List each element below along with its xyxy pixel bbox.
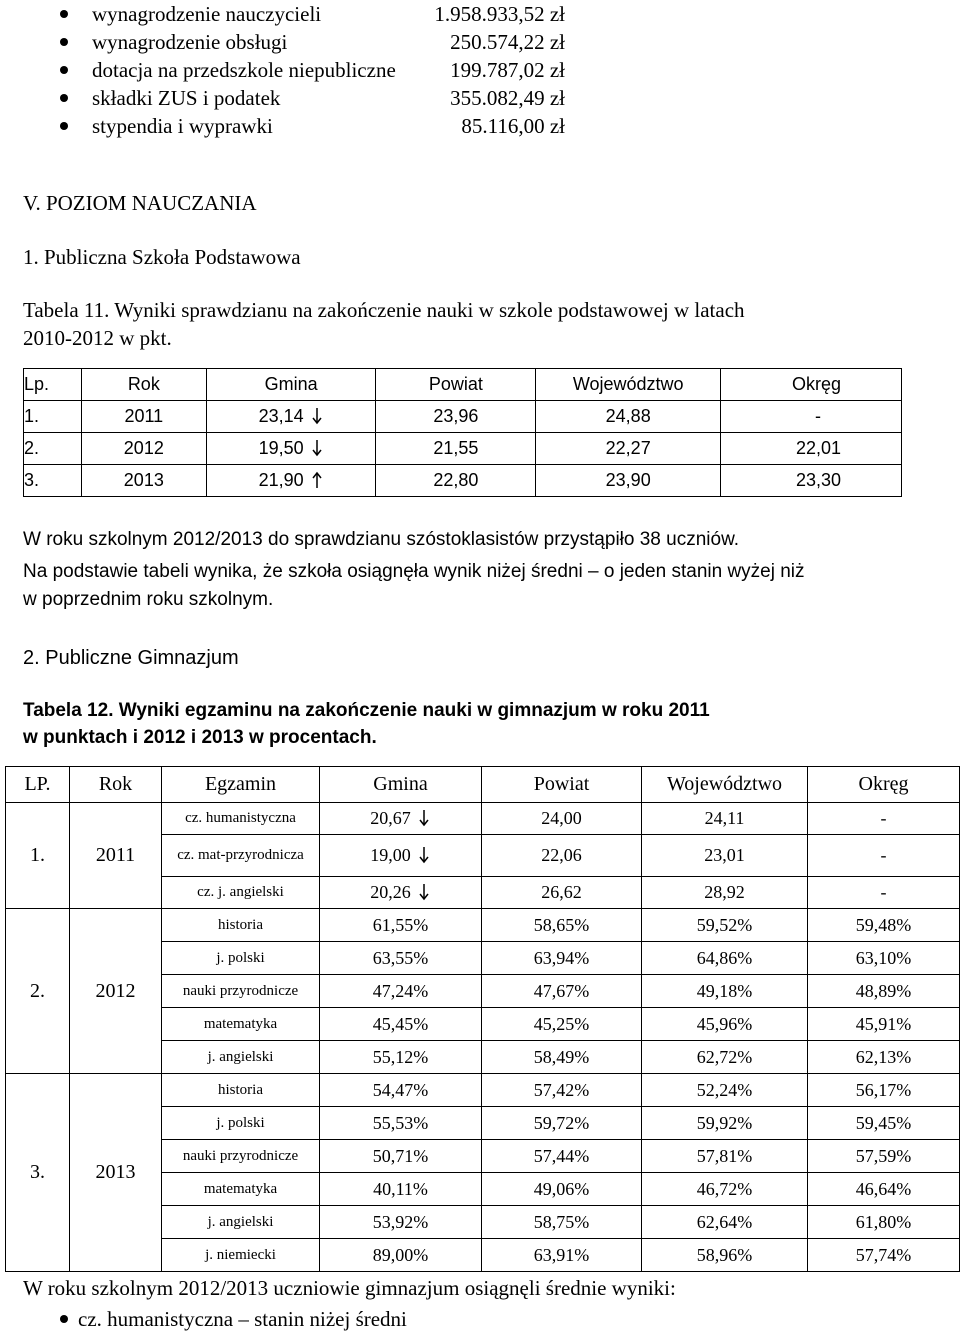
cell-gmina: 53,92%	[320, 1206, 482, 1239]
list-item	[60, 84, 565, 112]
cell-exam: cz. j. angielski	[162, 877, 320, 909]
arrow-down-icon	[310, 439, 324, 457]
cell-lp: 1.	[24, 401, 82, 433]
cell-powiat: 49,06%	[482, 1173, 642, 1206]
cell-gmina: 47,24%	[320, 975, 482, 1008]
header-cell: LP.	[6, 767, 70, 803]
table-row	[6, 1074, 960, 1107]
expense-label: wynagrodzenie obsługi	[92, 30, 288, 54]
cell-powiat: 21,55	[376, 433, 536, 465]
cell-okreg: 57,74%	[808, 1239, 960, 1272]
cell-powiat: 58,75%	[482, 1206, 642, 1239]
expense-amount: 199.787,02 zł	[450, 58, 565, 82]
header-cell: Rok	[81, 369, 206, 401]
cell-woj: 24,11	[642, 803, 808, 835]
header-cell: Okręg	[721, 369, 902, 401]
cell-woj: 59,52%	[642, 909, 808, 942]
cell-woj: 52,24%	[642, 1074, 808, 1107]
bullet-icon	[60, 94, 68, 102]
cell-woj: 59,92%	[642, 1107, 808, 1140]
cell-powiat: 63,91%	[482, 1239, 642, 1272]
results-table-12	[5, 766, 960, 1272]
cell-powiat: 24,00	[482, 803, 642, 835]
cell-gmina	[320, 877, 482, 909]
cell-gmina	[206, 465, 376, 497]
bullet-icon	[60, 66, 68, 74]
cell-woj: 22,27	[536, 433, 721, 465]
list-item	[60, 28, 565, 56]
cell-okreg: 59,45%	[808, 1107, 960, 1140]
cell-powiat: 47,67%	[482, 975, 642, 1008]
cell-gmina: 50,71%	[320, 1140, 482, 1173]
cell-woj: 23,90	[536, 465, 721, 497]
subsection-title: 1. Publiczna Szkoła Podstawowa	[23, 245, 301, 269]
cell-okreg: 48,89%	[808, 975, 960, 1008]
cell-powiat: 26,62	[482, 877, 642, 909]
gmina-value: 21,90	[258, 470, 304, 490]
cell-rok: 2011	[70, 803, 162, 909]
cell-okreg: 23,30	[721, 465, 902, 497]
bullet-icon	[60, 1315, 68, 1323]
cell-gmina	[206, 433, 376, 465]
arrow-down-icon	[417, 846, 431, 864]
cell-exam: historia	[162, 1074, 320, 1107]
cell-powiat: 45,25%	[482, 1008, 642, 1041]
cell-woj: 62,72%	[642, 1041, 808, 1074]
header-cell: Lp.	[24, 369, 82, 401]
gmina-value: 19,00	[370, 845, 411, 865]
table-row	[6, 803, 960, 835]
cell-okreg: 63,10%	[808, 942, 960, 975]
cell-okreg: 22,01	[721, 433, 902, 465]
cell-lp: 3.	[6, 1074, 70, 1272]
cell-gmina: 40,11%	[320, 1173, 482, 1206]
arrow-down-icon	[417, 809, 431, 827]
expense-amount: 1.958.933,52 zł	[434, 2, 565, 26]
bullet-icon	[60, 10, 68, 18]
header-cell: Okręg	[808, 767, 960, 803]
expense-amount: 85.116,00 zł	[461, 114, 565, 138]
cell-powiat: 57,44%	[482, 1140, 642, 1173]
cell-woj: 45,96%	[642, 1008, 808, 1041]
cell-powiat: 58,49%	[482, 1041, 642, 1074]
cell-exam: matematyka	[162, 1173, 320, 1206]
cell-powiat: 63,94%	[482, 942, 642, 975]
list-item	[60, 0, 565, 28]
cell-exam: j. niemiecki	[162, 1239, 320, 1272]
gmina-value: 20,67	[370, 808, 411, 828]
arrow-down-icon	[417, 883, 431, 901]
cell-gmina: 45,45%	[320, 1008, 482, 1041]
gmina-value: 20,26	[370, 882, 411, 902]
list-item	[60, 112, 565, 140]
cell-gmina: 89,00%	[320, 1239, 482, 1272]
cell-okreg: 56,17%	[808, 1074, 960, 1107]
cell-okreg: -	[808, 877, 960, 909]
cell-exam: j. angielski	[162, 1041, 320, 1074]
expense-label: stypendia i wyprawki	[92, 114, 273, 138]
header-cell: Powiat	[482, 767, 642, 803]
cell-lp: 3.	[24, 465, 82, 497]
cell-exam: j. polski	[162, 942, 320, 975]
table-row	[24, 401, 902, 433]
cell-okreg: -	[808, 835, 960, 877]
cell-exam: cz. humanistyczna	[162, 803, 320, 835]
cell-powiat: 57,42%	[482, 1074, 642, 1107]
header-cell: Gmina	[206, 369, 376, 401]
table-caption: Tabela 12. Wyniki egzaminu na zakończenie nauki w gimnazjum w roku 2011	[23, 700, 710, 721]
results-table-11	[23, 368, 902, 497]
cell-exam: nauki przyrodnicze	[162, 975, 320, 1008]
cell-woj: 64,86%	[642, 942, 808, 975]
cell-okreg: 62,13%	[808, 1041, 960, 1074]
arrow-down-icon	[310, 407, 324, 425]
cell-woj: 57,81%	[642, 1140, 808, 1173]
cell-gmina: 55,53%	[320, 1107, 482, 1140]
cell-okreg: 59,48%	[808, 909, 960, 942]
header-cell: Egzamin	[162, 767, 320, 803]
cell-exam: j. angielski	[162, 1206, 320, 1239]
cell-powiat: 22,80	[376, 465, 536, 497]
cell-gmina: 61,55%	[320, 909, 482, 942]
table-caption: Tabela 11. Wyniki sprawdzianu na zakończenie nauki w szkole podstawowej w latach	[23, 298, 745, 322]
table-row	[24, 465, 902, 497]
subsection-title: 2. Publiczne Gimnazjum	[23, 647, 239, 669]
list-item	[60, 1305, 480, 1333]
table-caption-cont: 2010-2012 w pkt.	[23, 326, 172, 350]
closing-paragraph: W roku szkolnym 2012/2013 uczniowie gimnazjum osiągnęli średnie wyniki:	[23, 1276, 676, 1300]
table-header-row	[24, 369, 902, 401]
cell-lp: 1.	[6, 803, 70, 909]
list-item	[60, 56, 565, 84]
table-caption-cont: w punktach i 2012 i 2013 w procentach.	[23, 727, 377, 748]
cell-gmina: 55,12%	[320, 1041, 482, 1074]
cell-woj: 24,88	[536, 401, 721, 433]
cell-exam: j. polski	[162, 1107, 320, 1140]
cell-rok: 2012	[81, 433, 206, 465]
table-header-row	[6, 767, 960, 803]
cell-gmina	[320, 803, 482, 835]
cell-powiat: 23,96	[376, 401, 536, 433]
cell-okreg: -	[808, 803, 960, 835]
cell-gmina: 63,55%	[320, 942, 482, 975]
cell-powiat: 59,72%	[482, 1107, 642, 1140]
table-row	[6, 909, 960, 942]
cell-rok: 2013	[70, 1074, 162, 1272]
table-row	[24, 433, 902, 465]
cell-exam: cz. mat-przyrodnicza	[162, 835, 320, 877]
paragraph-cont: w poprzednim roku szkolnym.	[23, 589, 274, 610]
header-cell: Rok	[70, 767, 162, 803]
cell-okreg: 46,64%	[808, 1173, 960, 1206]
cell-exam: historia	[162, 909, 320, 942]
cell-gmina	[206, 401, 376, 433]
closing-bullet-text: cz. humanistyczna – stanin niżej średni	[78, 1307, 407, 1331]
cell-powiat: 58,65%	[482, 909, 642, 942]
cell-powiat: 22,06	[482, 835, 642, 877]
cell-okreg: 45,91%	[808, 1008, 960, 1041]
cell-lp: 2.	[6, 909, 70, 1074]
cell-rok: 2013	[81, 465, 206, 497]
expense-amount: 355.082,49 zł	[450, 86, 565, 110]
cell-rok: 2012	[70, 909, 162, 1074]
cell-exam: matematyka	[162, 1008, 320, 1041]
header-cell: Województwo	[536, 369, 721, 401]
cell-woj: 46,72%	[642, 1173, 808, 1206]
gmina-value: 19,50	[258, 438, 304, 458]
cell-okreg: -	[721, 401, 902, 433]
cell-rok: 2011	[81, 401, 206, 433]
cell-woj: 58,96%	[642, 1239, 808, 1272]
cell-woj: 49,18%	[642, 975, 808, 1008]
header-cell: Powiat	[376, 369, 536, 401]
cell-woj: 28,92	[642, 877, 808, 909]
header-cell: Województwo	[642, 767, 808, 803]
cell-okreg: 57,59%	[808, 1140, 960, 1173]
header-cell: Gmina	[320, 767, 482, 803]
expense-label: wynagrodzenie nauczycieli	[92, 2, 322, 26]
expense-amount: 250.574,22 zł	[450, 30, 565, 54]
paragraph: Na podstawie tabeli wynika, że szkoła osiągnęła wynik niżej średni – o jeden stanin wyżej niż	[23, 561, 805, 582]
cell-exam: nauki przyrodnicze	[162, 1140, 320, 1173]
bullet-icon	[60, 38, 68, 46]
arrow-up-icon	[310, 471, 324, 489]
bullet-icon	[60, 122, 68, 130]
gmina-value: 23,14	[258, 406, 304, 426]
expense-label: dotacja na przedszkole niepubliczne	[92, 58, 396, 82]
cell-woj: 23,01	[642, 835, 808, 877]
cell-lp: 2.	[24, 433, 82, 465]
cell-gmina: 54,47%	[320, 1074, 482, 1107]
paragraph: W roku szkolnym 2012/2013 do sprawdzianu szóstoklasistów przystąpiło 38 uczniów.	[23, 529, 740, 550]
expense-label: składki ZUS i podatek	[92, 86, 281, 110]
cell-okreg: 61,80%	[808, 1206, 960, 1239]
cell-woj: 62,64%	[642, 1206, 808, 1239]
cell-gmina	[320, 835, 482, 877]
section-title: V. POZIOM NAUCZANIA	[23, 191, 257, 215]
